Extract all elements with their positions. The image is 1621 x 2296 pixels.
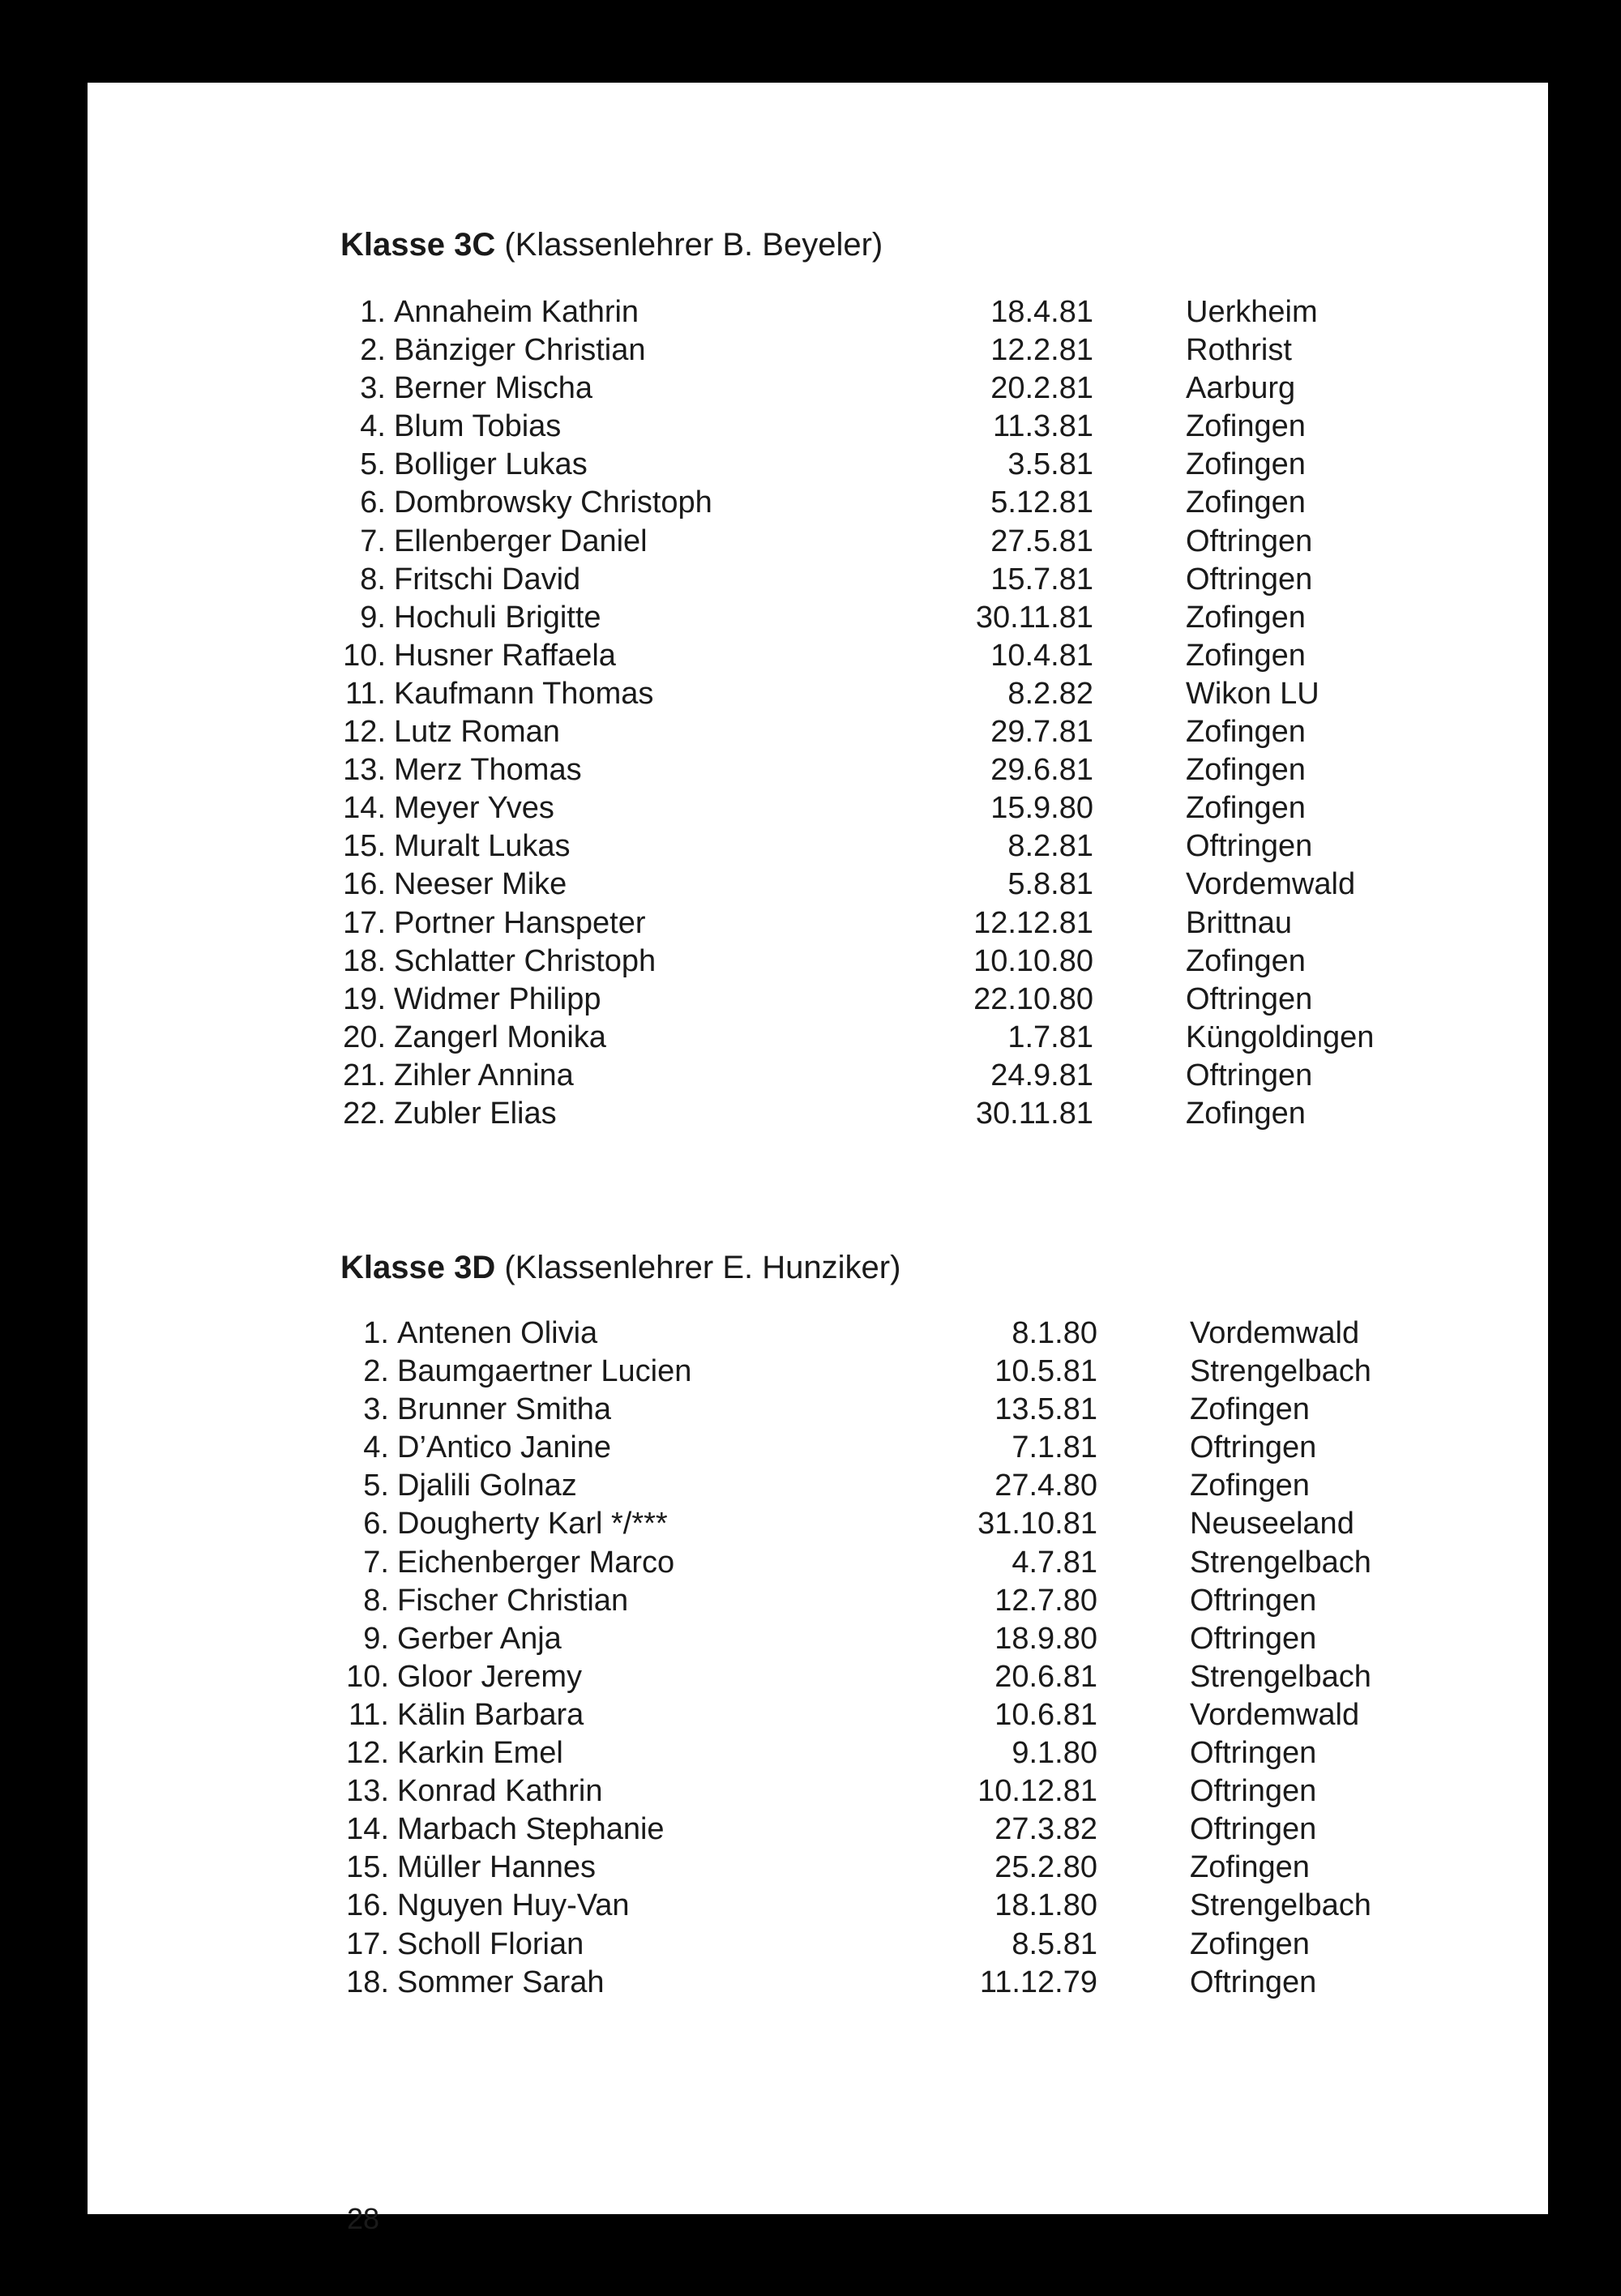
student-number: 2. [360,333,386,368]
birth-date: 18.4.81 [990,295,1093,329]
home-town: Wikon LU [1186,676,1319,711]
student-name: Muralt Lukas [394,829,571,864]
list-item [88,1392,1548,1430]
home-town: Zofingen [1186,485,1306,520]
document-page [88,83,1548,2235]
home-town: Zofingen [1186,1096,1306,1131]
home-town: Zofingen [1186,638,1306,673]
birth-date: 29.6.81 [990,753,1093,788]
student-number: 16. [346,1888,389,1923]
student-number: 4. [363,1430,389,1465]
list-item [88,1507,1548,1545]
student-number: 9. [363,1621,389,1656]
birth-date: 10.4.81 [990,638,1093,673]
list-item [88,1354,1548,1392]
home-town: Zofingen [1186,753,1306,788]
student-name: Djalili Golnaz [397,1469,577,1503]
student-name: Nguyen Huy-Van [397,1888,630,1923]
list-item [88,1020,1548,1058]
student-number: 11. [348,1697,389,1732]
home-town: Zofingen [1190,1392,1310,1427]
student-number: 14. [346,1812,389,1847]
student-name: Ellenberger Daniel [394,524,648,558]
list-item [88,1469,1548,1507]
student-name: Zubler Elias [394,1096,557,1131]
birth-date: 27.5.81 [990,524,1093,558]
student-number: 18. [346,1965,389,1999]
list-item [88,944,1548,982]
student-name: Lutz Roman [394,715,560,750]
birth-date: 8.5.81 [1012,1926,1097,1961]
list-item [88,1965,1548,2003]
student-name: Sommer Sarah [397,1965,605,1999]
home-town: Oftringen [1190,1812,1317,1847]
student-number: 4. [360,409,386,444]
birth-date: 8.2.82 [1007,676,1093,711]
birth-date: 5.12.81 [990,485,1093,520]
home-town: Strengelbach [1190,1545,1371,1580]
student-number: 12. [346,1736,389,1771]
student-number: 13. [346,1774,389,1809]
home-town: Zofingen [1186,447,1306,482]
list-item [88,1316,1548,1354]
student-number: 8. [360,562,386,596]
home-town: Oftringen [1186,1058,1313,1092]
list-item [88,1058,1548,1097]
home-town: Brittnau [1186,905,1292,940]
student-number: 8. [363,1583,389,1618]
student-number: 17. [343,905,386,940]
home-town: Vordemwald [1190,1316,1360,1350]
birth-date: 25.2.80 [994,1850,1097,1885]
list-item [88,1927,1548,1965]
list-item [88,1850,1548,1888]
home-town: Zofingen [1186,600,1306,635]
list-item [88,1546,1548,1584]
student-name: Annaheim Kathrin [394,295,639,329]
student-name: Baumgaertner Lucien [397,1354,692,1389]
student-number: 14. [343,791,386,826]
birth-date: 11.3.81 [993,409,1093,444]
page-number: 28 [347,2202,380,2235]
student-name: Bänziger Christian [394,333,646,368]
list-item [88,409,1548,447]
student-name: Müller Hannes [397,1850,596,1885]
list-item [88,753,1548,791]
home-town: Aarburg [1186,371,1296,406]
home-town: Strengelbach [1190,1659,1371,1694]
student-name: Brunner Smitha [397,1392,612,1427]
home-town: Zofingen [1186,715,1306,750]
list-item [88,1660,1548,1698]
birth-date: 20.2.81 [990,371,1093,406]
student-number: 12. [343,715,386,750]
student-name: Husner Raffaela [394,638,616,673]
student-number: 13. [343,753,386,788]
home-town: Zofingen [1186,943,1306,978]
student-name: Schlatter Christoph [394,943,657,978]
birth-date: 11.12.79 [979,1965,1097,1999]
student-name: Portner Hanspeter [394,905,646,940]
list-item [88,715,1548,753]
list-item [88,677,1548,715]
list-item [88,601,1548,639]
birth-date: 27.4.80 [994,1469,1097,1503]
list-item [88,1584,1548,1622]
student-number: 7. [363,1545,389,1580]
student-name: Gloor Jeremy [397,1659,583,1694]
student-number: 22. [343,1096,386,1131]
home-town: Oftringen [1186,981,1313,1016]
list-item [88,371,1548,409]
home-town: Oftringen [1190,1583,1317,1618]
student-number: 20. [343,1020,386,1054]
birth-date: 29.7.81 [990,715,1093,750]
home-town: Oftringen [1190,1621,1317,1656]
home-town: Oftringen [1190,1736,1317,1771]
student-number: 18. [343,943,386,978]
list-item [88,1430,1548,1469]
student-number: 11. [344,676,386,711]
student-number: 17. [346,1926,389,1961]
home-town: Oftringen [1190,1430,1317,1465]
student-name: Fischer Christian [397,1583,629,1618]
home-town: Zofingen [1190,1469,1310,1503]
student-number: 1. [360,295,386,329]
student-name: Meyer Yves [394,791,554,826]
student-number: 2. [363,1354,389,1389]
student-name: Konrad Kathrin [397,1774,603,1809]
list-item [88,982,1548,1020]
student-name: Gerber Anja [397,1621,562,1656]
student-name: Antenen Olivia [397,1316,598,1350]
birth-date: 18.9.80 [994,1621,1097,1656]
student-name: Zangerl Monika [394,1020,606,1054]
student-name: Hochuli Brigitte [394,600,601,635]
list-item [88,1097,1548,1135]
student-name: Dougherty Karl */*** [397,1507,668,1541]
birth-date: 18.1.80 [994,1888,1097,1923]
home-town: Oftringen [1186,562,1313,596]
home-town: Oftringen [1186,524,1313,558]
home-town: Rothrist [1186,333,1292,368]
student-number: 7. [360,524,386,558]
list-item [88,906,1548,944]
list-item [88,485,1548,524]
class-3d-heading [340,1250,900,1286]
list-item [88,829,1548,867]
birth-date: 10.12.81 [977,1774,1097,1809]
list-item [88,1698,1548,1736]
birth-date: 24.9.81 [990,1058,1093,1092]
student-name: Dombrowsky Christoph [394,485,712,520]
home-town: Vordemwald [1186,867,1356,902]
birth-date: 30.11.81 [975,1096,1093,1131]
student-number: 15. [346,1850,389,1885]
student-name: Marbach Stephanie [397,1812,665,1847]
class-name: Klasse 3C [340,227,496,263]
student-name: Bolliger Lukas [394,447,588,482]
birth-date: 10.10.80 [973,943,1093,978]
home-town: Vordemwald [1190,1697,1360,1732]
student-name: Neeser Mike [394,867,567,902]
class-name: Klasse 3D [340,1250,496,1285]
list-item [88,524,1548,562]
student-name: Fritschi David [394,562,581,596]
home-town: Küngoldingen [1186,1020,1375,1054]
birth-date: 7.1.81 [1012,1430,1097,1465]
student-name: Eichenberger Marco [397,1545,675,1580]
student-number: 10. [346,1659,389,1694]
birth-date: 20.6.81 [994,1659,1097,1694]
list-item [88,1888,1548,1926]
list-item [88,867,1548,905]
list-item [88,295,1548,333]
list-item [88,562,1548,601]
student-number: 9. [360,600,386,635]
student-name: Karkin Emel [397,1736,563,1771]
birth-date: 15.9.80 [990,791,1093,826]
student-number: 5. [363,1469,389,1503]
student-number: 6. [363,1507,389,1541]
home-town: Oftringen [1190,1965,1317,1999]
student-number: 5. [360,447,386,482]
student-name: Scholl Florian [397,1926,584,1961]
home-town: Neuseeland [1190,1507,1354,1541]
home-town: Uerkheim [1186,295,1318,329]
birth-date: 12.2.81 [990,333,1093,368]
student-number: 16. [343,867,386,902]
student-name: Kälin Barbara [397,1697,584,1732]
birth-date: 9.1.80 [1012,1736,1097,1771]
home-town: Zofingen [1186,791,1306,826]
birth-date: 31.10.81 [977,1507,1097,1541]
class-3c-heading [340,227,883,263]
student-name: Berner Mischa [394,371,592,406]
list-item [88,1736,1548,1774]
birth-date: 30.11.81 [975,600,1093,635]
list-item [88,333,1548,371]
birth-date: 1.7.81 [1007,1020,1093,1054]
home-town: Strengelbach [1190,1888,1371,1923]
student-number: 3. [363,1392,389,1427]
student-name: Kaufmann Thomas [394,676,654,711]
birth-date: 12.12.81 [973,905,1093,940]
student-name: Merz Thomas [394,753,582,788]
list-item [88,1812,1548,1850]
birth-date: 13.5.81 [994,1392,1097,1427]
birth-date: 8.1.80 [1012,1316,1097,1350]
student-number: 1. [363,1316,389,1350]
home-town: Oftringen [1190,1774,1317,1809]
home-town: Strengelbach [1190,1354,1371,1389]
birth-date: 10.5.81 [994,1354,1097,1389]
list-item [88,1774,1548,1812]
birth-date: 27.3.82 [994,1812,1097,1847]
birth-date: 4.7.81 [1012,1545,1097,1580]
birth-date: 10.6.81 [994,1697,1097,1732]
student-number: 21. [343,1058,386,1092]
home-town: Zofingen [1186,409,1306,444]
birth-date: 8.2.81 [1007,829,1093,864]
list-item [88,791,1548,829]
student-name: Widmer Philipp [394,981,601,1016]
list-item [88,447,1548,485]
birth-date: 12.7.80 [994,1583,1097,1618]
student-number: 19. [343,981,386,1016]
birth-date: 22.10.80 [973,981,1093,1016]
student-number: 15. [343,829,386,864]
home-town: Oftringen [1186,829,1313,864]
home-town: Zofingen [1190,1926,1310,1961]
student-name: Zihler Annina [394,1058,574,1092]
student-number: 10. [343,638,386,673]
list-item [88,1622,1548,1660]
home-town: Zofingen [1190,1850,1310,1885]
birth-date: 3.5.81 [1007,447,1093,482]
class-teacher: (Klassenlehrer E. Hunziker) [504,1250,901,1285]
birth-date: 5.8.81 [1007,867,1093,902]
class-teacher: (Klassenlehrer B. Beyeler) [504,227,883,263]
list-item [88,639,1548,677]
birth-date: 15.7.81 [990,562,1093,596]
student-name: D’Antico Janine [397,1430,612,1465]
class-3d-roster [88,1316,1548,2003]
student-number: 6. [360,485,386,520]
student-number: 3. [360,371,386,406]
student-name: Blum Tobias [394,409,562,444]
class-3c-roster [88,295,1548,1135]
